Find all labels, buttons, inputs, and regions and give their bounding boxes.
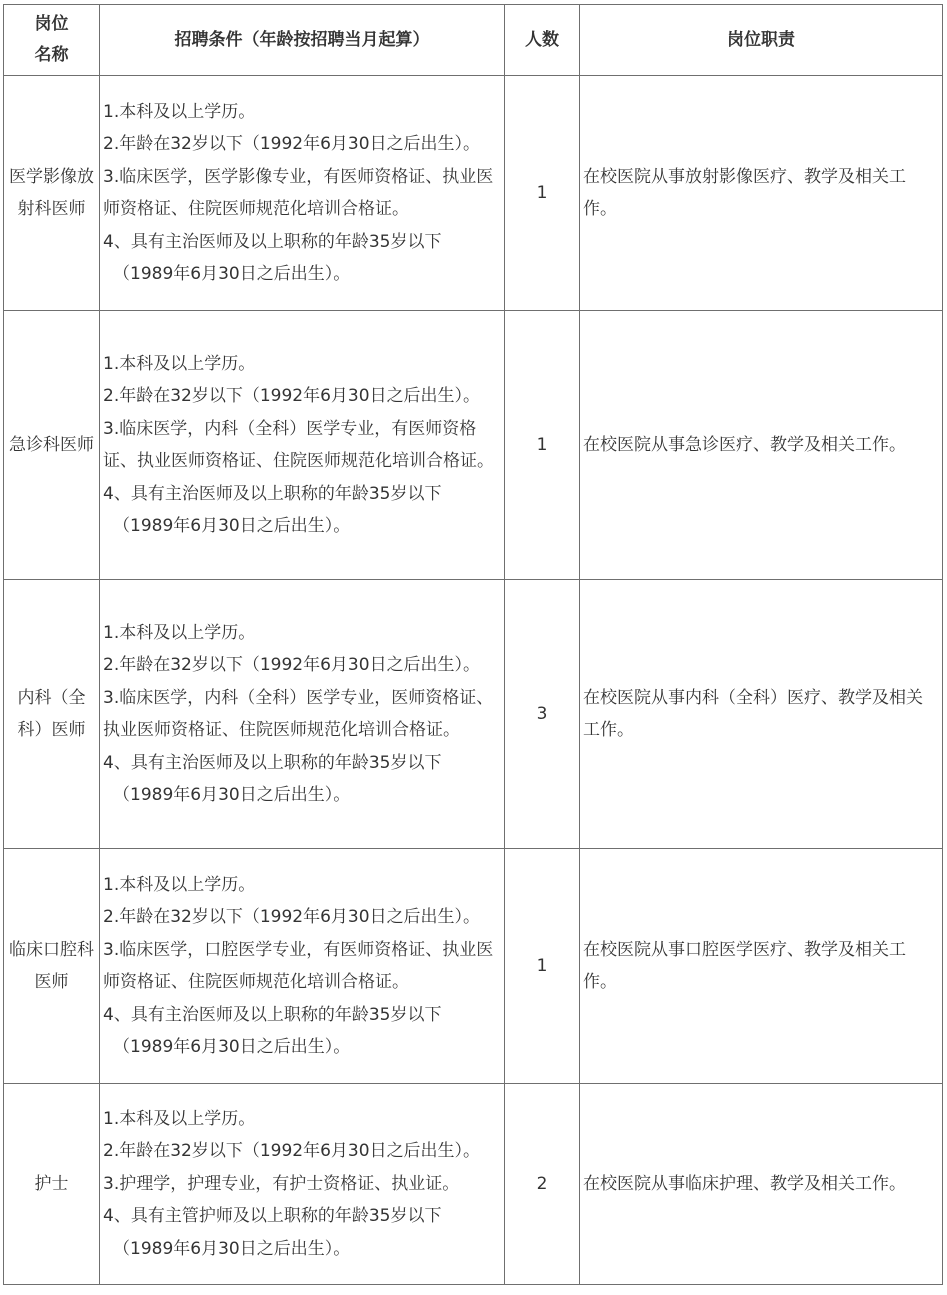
condition-item: （1989年6月30日之后出生）。 (113, 264, 351, 284)
duty-text: 在校医院从事口腔医学医疗、教学及相关工作。 (580, 849, 943, 1084)
condition-item: 1.本科及以上学历。 (103, 101, 256, 122)
condition-item: （1989年6月30日之后出生）。 (113, 785, 351, 805)
condition-item: 2.年龄在32岁以下（1992年6月30日之后出生）。 (103, 134, 481, 154)
conditions-cell (100, 849, 505, 1084)
position-name: 医学影像放射科医师 (4, 76, 100, 311)
condition-item: 3.护理学，护理专业，有护士资格证、执业证。 (103, 1173, 460, 1194)
table-row (4, 311, 943, 580)
conditions-cell (100, 1084, 505, 1285)
table-row (4, 76, 943, 311)
conditions-cell (100, 76, 505, 311)
condition-item: 3.临床医学，内科（全科）医学专业，有医师资格证、执业医师资格证、住院医师规范化培训合格证。 (103, 418, 494, 471)
table-row (4, 849, 943, 1084)
condition-item: 3.临床医学，口腔医学专业，有医师资格证、执业医师资格证、住院医师规范化培训合格证。 (103, 939, 494, 992)
position-name: 急诊科医师 (4, 311, 100, 580)
condition-item: （1989年6月30日之后出生）。 (113, 1037, 351, 1057)
position-name: 临床口腔科医师 (4, 849, 100, 1084)
position-name: 内科（全科）医师 (4, 580, 100, 849)
condition-item: 2.年龄在32岁以下（1992年6月30日之后出生）。 (103, 907, 481, 927)
condition-item: 2.年龄在32岁以下（1992年6月30日之后出生）。 (103, 1141, 481, 1162)
table-row (4, 580, 943, 849)
condition-item: 4、具有主管护师及以上职称的年龄35岁以下 (103, 1206, 442, 1227)
condition-item: 1.本科及以上学历。 (103, 1108, 256, 1129)
condition-item: 4、具有主治医师及以上职称的年龄35岁以下 (103, 752, 442, 773)
header-row (4, 5, 943, 76)
condition-item: 3.临床医学，医学影像专业，有医师资格证、执业医师资格证、住院医师规范化培训合格证。 (103, 166, 494, 219)
header-conditions: 招聘条件（年龄按招聘当月起算） (100, 5, 505, 76)
condition-item: 3.临床医学，内科（全科）医学专业，医师资格证、执业医师资格证、住院医师规范化培训合格证。 (103, 687, 494, 740)
header-duties: 岗位职责 (580, 5, 943, 76)
table-row (4, 1084, 943, 1285)
condition-item: 1.本科及以上学历。 (103, 353, 256, 374)
duty-text: 在校医院从事临床护理、教学及相关工作。 (580, 1084, 943, 1285)
condition-item: 4、具有主治医师及以上职称的年龄35岁以下 (103, 483, 442, 504)
condition-item: 1.本科及以上学历。 (103, 622, 256, 643)
duty-text: 在校医院从事急诊医疗、教学及相关工作。 (580, 311, 943, 580)
condition-item: 4、具有主治医师及以上职称的年龄35岁以下 (103, 1004, 442, 1025)
condition-item: 4、具有主治医师及以上职称的年龄35岁以下 (103, 231, 442, 252)
headcount: 1 (505, 311, 580, 580)
recruitment-table (3, 4, 943, 1285)
headcount: 1 (505, 849, 580, 1084)
condition-item: 1.本科及以上学历。 (103, 874, 256, 895)
headcount: 2 (505, 1084, 580, 1285)
condition-item: 2.年龄在32岁以下（1992年6月30日之后出生）。 (103, 655, 481, 675)
header-count: 人数 (505, 5, 580, 76)
headcount: 1 (505, 76, 580, 311)
duty-text: 在校医院从事放射影像医疗、教学及相关工作。 (580, 76, 943, 311)
header-position-name: 岗位 名称 (4, 5, 100, 76)
conditions-cell (100, 580, 505, 849)
duty-text: 在校医院从事内科（全科）医疗、教学及相关工作。 (580, 580, 943, 849)
condition-item: （1989年6月30日之后出生）。 (113, 516, 351, 536)
headcount: 3 (505, 580, 580, 849)
condition-item: 2.年龄在32岁以下（1992年6月30日之后出生）。 (103, 386, 481, 406)
condition-item: （1989年6月30日之后出生）。 (113, 1238, 351, 1259)
conditions-cell (100, 311, 505, 580)
position-name: 护士 (4, 1084, 100, 1285)
